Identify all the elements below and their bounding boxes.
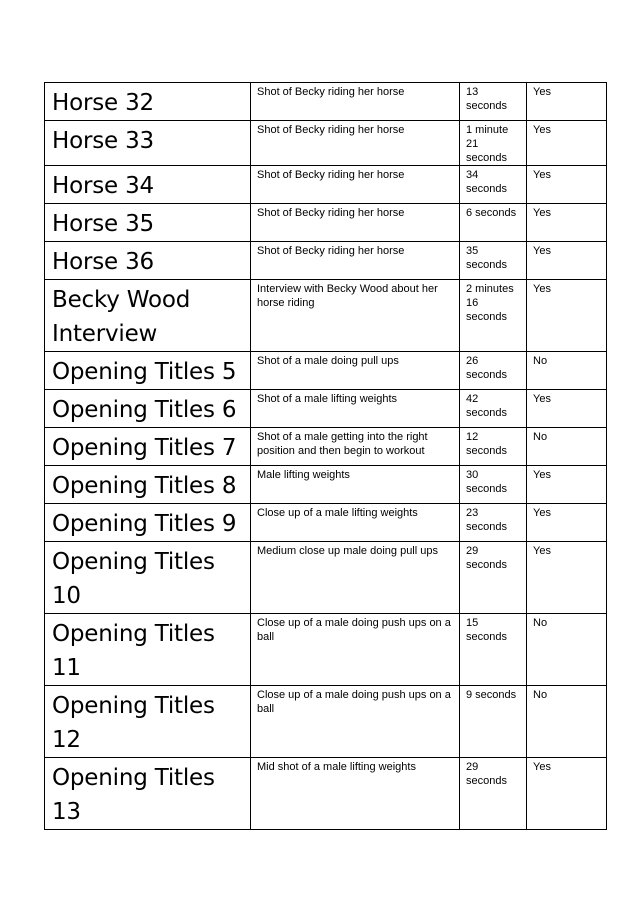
clip-description: Shot of Becky riding her horse [251, 204, 460, 242]
table-row [45, 166, 607, 204]
clip-duration: 26 seconds [460, 352, 527, 390]
clip-usable: No [527, 686, 607, 758]
clip-description: Mid shot of a male lifting weights [251, 758, 460, 830]
clip-description: Close up of a male lifting weights [251, 504, 460, 542]
clip-name: Horse 34 [45, 166, 251, 204]
clip-usable: No [527, 428, 607, 466]
clip-duration: 2 minutes 16 seconds [460, 280, 527, 352]
table-row [45, 83, 607, 121]
clip-description: Close up of a male doing push ups on a ball [251, 686, 460, 758]
clip-description: Medium close up male doing pull ups [251, 542, 460, 614]
clip-usable: Yes [527, 542, 607, 614]
clip-duration: 9 seconds [460, 686, 527, 758]
clip-name: Opening Titles 6 [45, 390, 251, 428]
table-row [45, 280, 607, 352]
clip-name: Horse 36 [45, 242, 251, 280]
clip-duration: 42 seconds [460, 390, 527, 428]
clip-name: Horse 32 [45, 83, 251, 121]
clip-name: Becky Wood Interview [45, 280, 251, 352]
table-row [45, 390, 607, 428]
clip-name: Horse 35 [45, 204, 251, 242]
clip-duration: 6 seconds [460, 204, 527, 242]
clip-name: Opening Titles 10 [45, 542, 251, 614]
clip-duration: 13 seconds [460, 83, 527, 121]
table-row [45, 121, 607, 166]
clip-usable: Yes [527, 204, 607, 242]
clip-description: Male lifting weights [251, 466, 460, 504]
table-row [45, 686, 607, 758]
clip-usable: Yes [527, 504, 607, 542]
table-row [45, 204, 607, 242]
clip-duration: 34 seconds [460, 166, 527, 204]
clip-description: Shot of Becky riding her horse [251, 242, 460, 280]
clip-usable: Yes [527, 166, 607, 204]
shot-log-body [45, 83, 607, 830]
clip-name: Opening Titles 13 [45, 758, 251, 830]
clip-description: Shot of Becky riding her horse [251, 83, 460, 121]
clip-usable: Yes [527, 83, 607, 121]
clip-duration: 29 seconds [460, 758, 527, 830]
clip-duration: 23 seconds [460, 504, 527, 542]
clip-name: Horse 33 [45, 121, 251, 166]
clip-duration: 30 seconds [460, 466, 527, 504]
clip-name: Opening Titles 9 [45, 504, 251, 542]
clip-usable: Yes [527, 121, 607, 166]
clip-description: Shot of Becky riding her horse [251, 166, 460, 204]
clip-usable: Yes [527, 242, 607, 280]
clip-usable: Yes [527, 390, 607, 428]
clip-duration: 35 seconds [460, 242, 527, 280]
table-row [45, 542, 607, 614]
clip-usable: Yes [527, 466, 607, 504]
clip-name: Opening Titles 11 [45, 614, 251, 686]
clip-usable: No [527, 352, 607, 390]
clip-name: Opening Titles 5 [45, 352, 251, 390]
shot-log-table [44, 82, 607, 830]
clip-usable: Yes [527, 758, 607, 830]
table-row [45, 758, 607, 830]
table-row [45, 242, 607, 280]
clip-description: Close up of a male doing push ups on a ball [251, 614, 460, 686]
table-row [45, 352, 607, 390]
clip-usable: No [527, 614, 607, 686]
clip-description: Shot of Becky riding her horse [251, 121, 460, 166]
clip-usable: Yes [527, 280, 607, 352]
table-row [45, 504, 607, 542]
clip-duration: 1 minute 21 seconds [460, 121, 527, 166]
clip-duration: 29 seconds [460, 542, 527, 614]
clip-description: Shot of a male lifting weights [251, 390, 460, 428]
clip-duration: 12 seconds [460, 428, 527, 466]
table-row [45, 428, 607, 466]
table-row [45, 466, 607, 504]
clip-duration: 15 seconds [460, 614, 527, 686]
clip-description: Interview with Becky Wood about her horse riding [251, 280, 460, 352]
clip-description: Shot of a male doing pull ups [251, 352, 460, 390]
clip-name: Opening Titles 7 [45, 428, 251, 466]
clip-name: Opening Titles 12 [45, 686, 251, 758]
table-row [45, 614, 607, 686]
clip-name: Opening Titles 8 [45, 466, 251, 504]
clip-description: Shot of a male getting into the right position and then begin to workout [251, 428, 460, 466]
